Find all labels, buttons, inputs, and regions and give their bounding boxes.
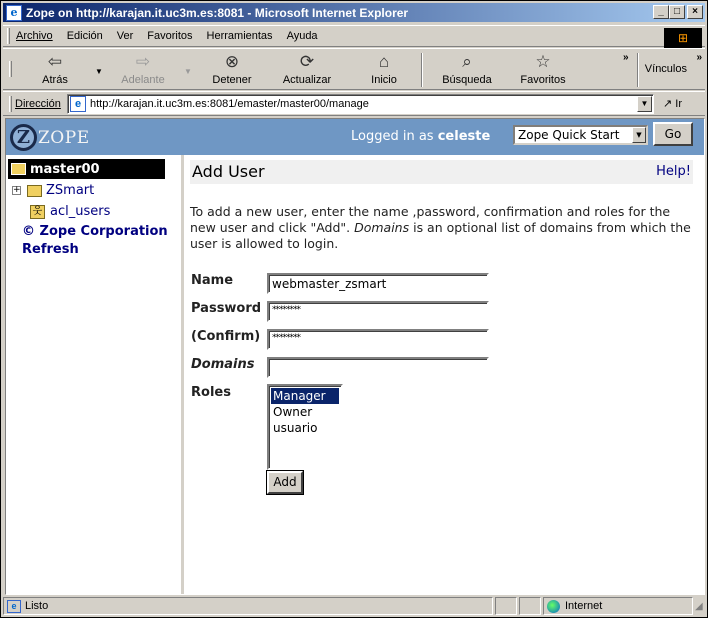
page-content xyxy=(5,118,705,595)
address-bar xyxy=(3,91,705,116)
go-arrow-icon: ↗ xyxy=(663,98,673,110)
menu-grip xyxy=(7,28,10,44)
stop-button[interactable] xyxy=(206,52,258,86)
refresh-button[interactable] xyxy=(277,52,337,86)
back-dropdown-icon[interactable]: ▼ xyxy=(95,67,103,76)
zope-logo[interactable] xyxy=(10,124,90,151)
refresh-icon: ⟳ xyxy=(299,52,315,71)
home-button[interactable] xyxy=(363,52,405,86)
status-cell xyxy=(495,597,517,615)
zone-cell xyxy=(543,597,693,615)
main-pane xyxy=(187,155,704,594)
refresh-link[interactable]: Refresh xyxy=(22,242,79,257)
page-icon: e xyxy=(70,96,86,112)
menu-edicion[interactable]: Edición xyxy=(66,30,103,42)
intro-part1: To add a new user, enter the name ,password, confirmation and roles for the new user and click "Add". xyxy=(190,204,671,235)
title-bar xyxy=(3,3,705,22)
menu-herramientas[interactable]: Herramientas xyxy=(206,30,273,42)
home-icon: ⌂ xyxy=(378,52,390,71)
favorites-icon: ☆ xyxy=(535,52,551,71)
name-label: Name xyxy=(191,273,234,288)
zope-corporation-link[interactable]: © Zope Corporation xyxy=(22,224,168,239)
favorites-label: Favoritos xyxy=(520,74,566,86)
confirm-field[interactable]: ******** xyxy=(267,329,489,350)
page-status-icon: e xyxy=(7,600,21,613)
status-text: Listo xyxy=(25,600,49,612)
zone-text: Internet xyxy=(565,600,603,612)
address-label: Dirección xyxy=(15,98,61,110)
roles-label: Roles xyxy=(191,385,231,400)
status-bar xyxy=(3,596,705,616)
minimize-button[interactable]: _ xyxy=(653,5,669,19)
maximize-button[interactable]: □ xyxy=(669,5,685,19)
forward-dropdown-icon[interactable]: ▼ xyxy=(184,67,192,76)
intro-domains: Domains xyxy=(354,220,410,235)
page-title: Add User xyxy=(192,162,265,181)
go-label: Ir xyxy=(675,98,683,110)
address-dropdown-icon[interactable]: ▼ xyxy=(637,96,652,112)
logged-in-text xyxy=(351,129,490,144)
search-icon: ⌕ xyxy=(462,52,472,71)
domains-label: Domains xyxy=(191,357,255,372)
help-link[interactable]: Help! xyxy=(656,164,691,179)
go-button[interactable] xyxy=(663,97,682,110)
folder-icon xyxy=(27,185,42,197)
home-label: Inicio xyxy=(371,74,397,86)
window-controls xyxy=(653,5,703,19)
domains-field[interactable] xyxy=(267,357,489,378)
tree-root-master00[interactable] xyxy=(8,159,165,179)
back-button[interactable] xyxy=(33,52,77,86)
intro-part2: is an optional list of domains from which the user is allowed to login. xyxy=(190,220,691,251)
menu-ver[interactable]: Ver xyxy=(116,30,134,42)
expand-icon[interactable]: + xyxy=(13,185,21,195)
zope-go-button[interactable]: Go xyxy=(653,122,693,146)
ie-logo-icon: e xyxy=(6,5,22,21)
back-arrow-icon: ⇦ xyxy=(47,52,63,71)
favorites-button[interactable] xyxy=(515,52,571,86)
refresh-label: Actualizar xyxy=(282,74,332,86)
forward-button[interactable] xyxy=(115,52,171,86)
role-option-manager[interactable]: Manager xyxy=(271,388,339,404)
name-field[interactable]: webmaster_zsmart xyxy=(267,273,489,294)
resize-grip-icon[interactable]: ◢ xyxy=(695,600,703,612)
menu-archivo[interactable]: Archivo xyxy=(16,30,53,42)
status-cell xyxy=(519,597,541,615)
links-chevron-icon[interactable]: » xyxy=(696,52,702,63)
back-label: Atrás xyxy=(42,74,68,86)
toolbar-separator xyxy=(421,53,423,87)
tree-item-label[interactable]: acl_users xyxy=(50,204,111,219)
password-field[interactable]: ******** xyxy=(267,301,489,322)
menu-bar xyxy=(3,25,705,47)
forward-label: Adelante xyxy=(121,74,165,86)
folder-icon xyxy=(11,163,26,175)
navigation-tree xyxy=(6,155,184,594)
menu-ayuda[interactable]: Ayuda xyxy=(286,30,318,42)
tree-item-acl-users[interactable] xyxy=(30,204,110,219)
roles-listbox[interactable] xyxy=(267,384,343,470)
close-button[interactable]: × xyxy=(687,5,703,19)
address-grip xyxy=(9,96,12,112)
window-title: Zope on http://karajan.it.uc3m.es:8081 - Microsoft Internet Explorer xyxy=(26,5,409,20)
tree-item-zsmart[interactable] xyxy=(12,183,94,198)
logged-in-prefix: Logged in as xyxy=(351,129,434,144)
role-option-usuario[interactable]: usuario xyxy=(273,421,318,435)
page-header xyxy=(190,160,693,184)
user-folder-icon: 웃 xyxy=(30,205,45,219)
search-button[interactable] xyxy=(437,52,497,86)
role-option-owner[interactable]: Owner xyxy=(273,405,313,419)
confirm-label: (Confirm) xyxy=(191,329,261,344)
quick-start-value: Zope Quick Start xyxy=(518,128,620,142)
toolbar-grip xyxy=(9,61,12,77)
menu-favoritos[interactable]: Favoritos xyxy=(147,30,193,42)
zope-header xyxy=(6,119,704,155)
internet-globe-icon xyxy=(547,600,560,613)
username: celeste xyxy=(437,129,491,144)
forward-arrow-icon: ⇨ xyxy=(135,52,151,71)
intro-text xyxy=(190,204,695,252)
toolbar-more-chevron-icon[interactable]: » xyxy=(623,52,629,63)
search-label: Búsqueda xyxy=(442,74,492,86)
add-button[interactable]: Add xyxy=(267,471,303,494)
links-label[interactable]: Vínculos xyxy=(644,63,687,75)
zope-logo-text: ZOPE xyxy=(38,127,90,148)
tree-item-label[interactable]: ZSmart xyxy=(46,183,95,198)
toolbar xyxy=(3,48,705,90)
address-url[interactable]: http://karajan.it.uc3m.es:8081/emaster/master00/manage xyxy=(90,98,369,110)
status-text-cell xyxy=(3,597,493,615)
stop-label: Detener xyxy=(212,74,252,86)
windows-logo-icon: ⊞ xyxy=(664,28,702,48)
password-label: Password xyxy=(191,301,262,316)
select-dropdown-icon[interactable]: ▼ xyxy=(632,127,646,143)
address-input[interactable] xyxy=(67,94,654,114)
stop-icon: ⊗ xyxy=(224,52,240,71)
zope-logo-icon: Z xyxy=(10,124,37,151)
tree-root-label: master00 xyxy=(30,161,100,177)
quick-start-select[interactable] xyxy=(513,125,648,145)
toolbar-separator-2 xyxy=(637,53,639,87)
